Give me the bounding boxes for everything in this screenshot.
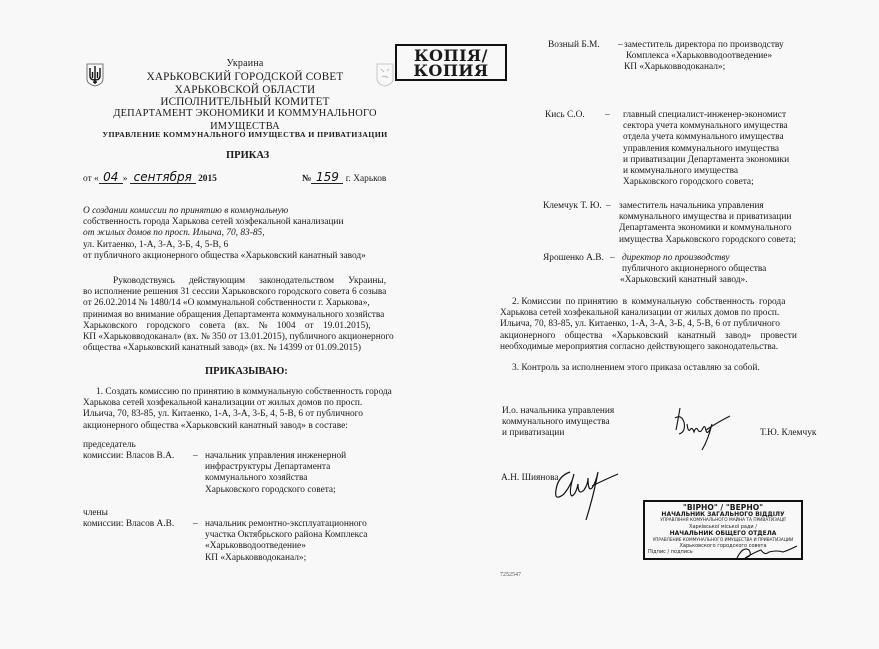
handwritten-signature-icon [550,464,620,524]
chairman-role-line2: комиссии: Власов В.А. [83,451,175,462]
member-desc-line: «Харьковводоотведение» [205,541,306,552]
member-description [622,253,766,287]
member-name: Возный Б.М. [548,40,600,50]
preamble-line: КП «Харьковводоканал» (вх. № 350 от 13.01.2015), публичного акционерного [83,332,394,343]
member-desc-line: управления коммунального имущества [623,143,780,154]
order-date [83,172,217,185]
verno-stamp-line8: Підпис / подпись [648,549,693,556]
chairman-desc-line: Харьковского городского совета; [205,484,336,495]
member-dash: – [606,201,611,211]
copy-stamp-line2: КОПИЯ [413,61,489,80]
point-2-line: необходимые мероприятия согласно действующего законодательства. [500,341,779,352]
handwritten-signature-icon [672,404,732,454]
preamble-line: во исполнение решения 31 сессии Харьковского городского совета 6 созыва [83,287,387,298]
member-description [624,40,784,74]
point-1 [83,387,392,432]
member-desc-line: коммунального имущества и приватизации [619,212,792,223]
preamble-line: от 26.02.2014 № 1480/14 «О коммунальной собственности г. Харькова», [83,298,370,309]
order-city: г. Харьков [345,174,387,184]
verno-stamp-line2: НАЧАЛЬНИК ЗАГАЛЬНОГО ВІДДІЛУ [661,511,785,518]
header-region: ХАРЬКОВСКОЙ ОБЛАСТИ [174,83,316,96]
preamble-line: Харьковского городского совета (вх. № 1004 от 19.01.2015), [83,320,371,331]
member-desc-line: публичного акционерного общества [622,264,767,275]
date-open-quote: « [94,174,99,184]
date-day: 04 [99,172,123,184]
header-committee: ИСПОЛНИТЕЛЬНЫЙ КОМИТЕТ [160,96,330,109]
executor-phone: 7252547 [500,572,521,578]
point-1-line: Ильича, 70, 83-85, ул. Китаенко, 1-А, 3-А, 3-Б, 4, 5-В, 6 от публичного [83,409,363,420]
member-desc-line: директор по производству [622,253,730,263]
chairman-description [205,451,346,496]
point-1-line: 1. Создать комиссию по принятию в коммунальную собственность города [96,387,392,397]
date-year: 2015 [198,174,217,184]
point-2-line: Харькова сетей хозфекальной канализации от жилых домов по просп. [500,308,780,319]
chairman-desc-line: инфраструктуры Департамента [205,462,331,473]
member-desc-line: заместитель директора по производству [624,40,784,50]
member-desc-line: КП «Харьковводоканал»; [624,62,726,73]
point-3: 3. Контроль за исполнением этого приказа оставляю за собой. [512,363,760,373]
point-2-line: Ильича, 70, 83-85, ул. Китаенко, 1-А, 3-А, 3-Б, 4, 5-В, 6 от публичного [500,319,780,330]
chairman-dash: – [193,451,198,461]
header-department: ДЕПАРТАМЕНТ ЭКОНОМИКИ И КОММУНАЛЬНОГО ИМУЩЕСТВА [113,108,377,132]
order-number [302,172,386,185]
date-month: сентября [130,172,196,184]
verno-stamp [643,500,803,560]
verno-stamp-line1: "ВІРНО" / "ВЕРНО" [682,503,764,512]
preamble-line: принимая во внимание обращения Департамента коммунального хозяйства [83,309,385,320]
member-desc-line: заместитель начальника управления [619,201,764,211]
copy-stamp [395,44,507,81]
verno-stamp-line4: Харківської міської ради / [689,524,757,531]
copy-stamp-line1: КОПІЯ/ [413,46,489,65]
member-name: Ярошенко А.В. [543,253,604,263]
preamble-line: Руководствуясь действующим законодательством Украины, [113,276,387,286]
date-close-quote: » [122,174,128,184]
chairman-role [83,440,174,462]
member-name: Кись С.О. [545,110,585,120]
subject-line: О создании комиссии по принятию в коммунальную [83,206,289,216]
verno-stamp-line6: УПРАВЛЕНИЕ КОММУНАЛЬНОГО ИМУЩЕСТВА И ПРИВАТИЗАЦИИ [652,536,794,542]
order-title: ПРИКАЗ [226,150,270,161]
subject-line: от жилых домов по просп. Ильича, 70, 83-85, [83,228,265,239]
header-country: Украина [226,58,264,69]
member-dash: – [193,519,198,529]
member-dash: – [618,40,623,50]
member-name: Клемчук Т. Ю. [543,201,602,211]
member-desc-line: Департамента экономики и коммунального [619,223,792,234]
member-desc-line: КП «Харьковводоканал»; [205,552,307,563]
preamble-line: общества «Харьковский канатный завод» (вх. № 14399 от 01.09.2015) [83,343,361,354]
verno-stamp-line7: Харьковского городского совета [679,543,767,550]
subject-line: ул. Китаенко, 1-А, 3-А, 3-Б, 4, 5-В, 6 [83,239,229,250]
number-prefix: № [302,174,312,184]
signatory-name: Т.Ю. Клемчук [760,428,817,438]
members-role [83,508,174,530]
chairman-desc-line: начальник управления инженерной [205,451,347,461]
member-desc-line: сектора учета коммунального имущества [623,121,788,132]
member-desc-line: и коммунального имущества [623,166,739,177]
member-desc-line: главный специалист-инженер-экономист [623,110,787,120]
chairman-role-line1: председатель [83,440,136,450]
date-prefix: от [83,174,92,184]
header-council: ХАРЬКОВСКИЙ ГОРОДСКОЙ СОВЕТ [146,70,344,83]
member-desc-line: начальник ремонтно-эксплуатационного [205,519,367,529]
number-value: 159 [311,172,343,184]
point-2-line: акционерного общества «Харьковский канатный завод» провести [500,330,797,341]
preamble [83,276,410,354]
member-desc-line: и приватизации Департамента экономики [623,154,790,165]
verno-stamp-line3: УПРАВЛІННЯ КОМУНАЛЬНОГО МАЙНА ТА ПРИВАТИЗАЦІЇ [660,518,786,524]
member-desc-line: отдела учета коммунального имущества [623,132,784,143]
subject-line: от публичного акционерного общества «Харьковский канатный завод» [83,250,366,261]
members-role-line1: члены [83,508,108,518]
member-dash: – [605,110,610,120]
member-desc-line: Комплекса «Харьковводоотведение» [626,51,773,62]
order-subject [83,206,366,262]
order-heading: ПРИКАЗЫВАЮ: [205,366,288,377]
member-description [619,201,796,246]
executor-name: А.Н. Шиянова [501,473,559,483]
member-description [623,110,789,188]
point-1-line: акционерного общества «Харьковский канатный завод» в составе: [83,420,348,431]
signature-position [502,406,614,440]
header-office: УПРАВЛЕНИЕ КОММУНАЛЬНОГО ИМУЩЕСТВА И ПРИВАТИЗАЦИИ [102,130,388,139]
point-1-line: Харькова сетей хозфекальной канализации от жилых домов по просп. [83,398,363,409]
members-role-line2: комиссии: Власов А.В. [83,519,175,530]
member-desc-line: «Харьковский канатный завод». [620,275,748,286]
signature-position-line: и приватизации [502,428,565,439]
chairman-desc-line: коммунального хозяйства [205,473,308,484]
member-desc-line: Харьковского городского совета; [623,177,754,188]
member-description [205,519,367,564]
member-desc-line: имущества Харьковского городского совета; [619,234,797,245]
point-2 [500,297,827,353]
point-2-line: 2. Комиссии по принятию в коммунальную собственность города [512,297,786,307]
signature-position-line: И.о. начальника управления [502,406,615,416]
member-desc-line: участка Октябрьского района Комплекса [205,530,368,541]
member-dash: – [610,253,615,263]
signature-position-line: коммунального имущества [502,417,610,428]
verno-stamp-line5: НАЧАЛЬНИК ОБЩЕГО ОТДЕЛА [669,529,777,537]
subject-line: собственность города Харькова сетей хозфекальной канализации [83,217,344,228]
handwritten-signature-icon [733,540,799,562]
